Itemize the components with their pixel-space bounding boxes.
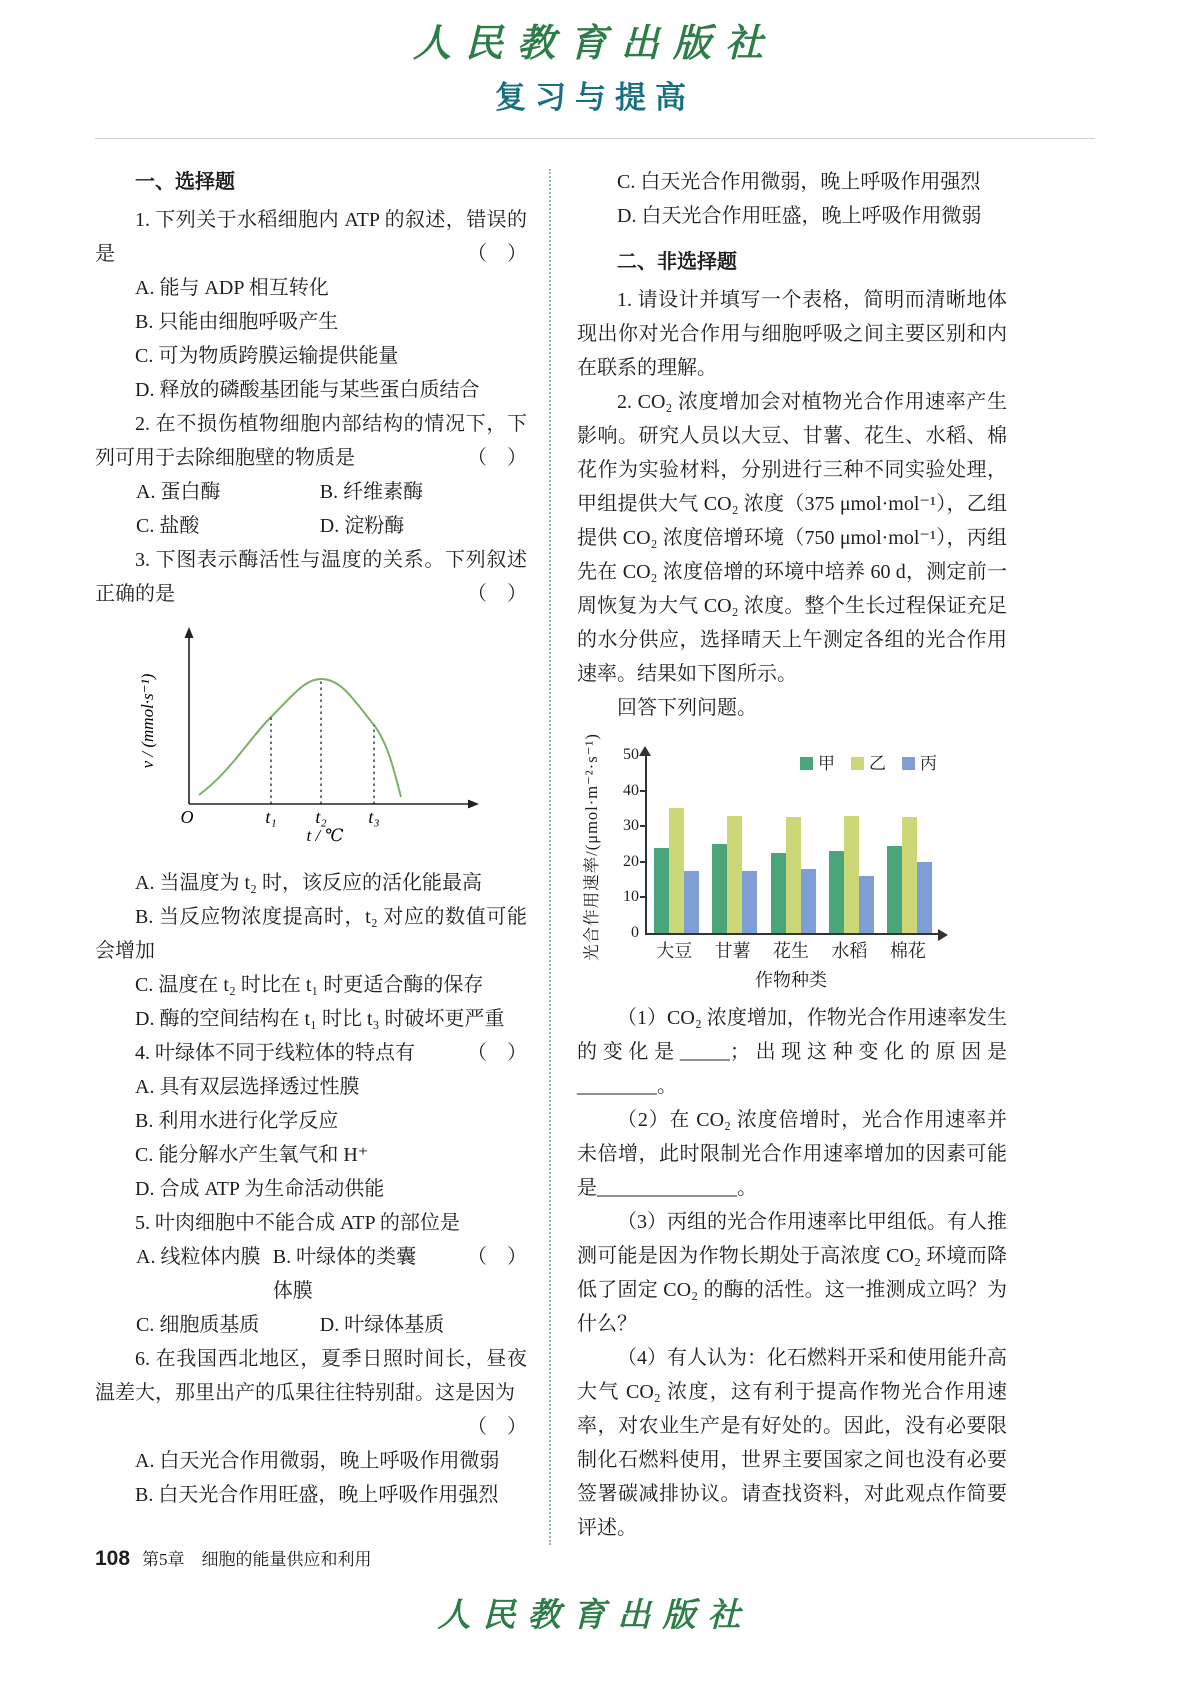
bar-group-花生 xyxy=(764,755,822,933)
x-axis-arrow xyxy=(468,800,479,809)
written-q2-sub1: （1）CO₂ 浓度增加，作物光合作用速率发生的变化是_____；出现这种变化的原因是________。 xyxy=(577,1007,1007,1097)
bar-chart-body xyxy=(607,739,939,993)
q4-option-b: B. 利用水进行化学反应 xyxy=(135,1110,339,1132)
bar-y-tick-label: 20 xyxy=(623,852,639,870)
question-text: 3. 下图表示酶活性与温度的关系。下列叙述正确的是 xyxy=(95,549,527,605)
bar-group-棉花 xyxy=(881,755,939,933)
q6-option-d: D. 白天光合作用旺盛，晚上呼吸作用微弱 xyxy=(617,205,982,227)
bar-y-tick-mark xyxy=(640,790,647,792)
bar-y-tick-label: 0 xyxy=(631,924,639,941)
bar-甲-水稻 xyxy=(829,851,844,933)
q1-option-a: A. 能与 ADP 相互转化 xyxy=(135,277,329,299)
bar-丙-甘薯 xyxy=(742,871,757,933)
bar-category-label: 花生 xyxy=(773,941,810,961)
bar-y-tick-label: 50 xyxy=(623,746,639,763)
q5-option-d: D. 叶绿体基质 xyxy=(319,1314,445,1336)
q5-option-c: C. 细胞质基质 xyxy=(136,1314,260,1336)
enzyme-curve xyxy=(199,679,401,797)
written-q2-sub3: （3）丙组的光合作用速率比甲组低。有人推测可能是因为作物长期处于高浓度 CO₂ 环境而降低了固定 CO₂ 的酶的活性。这一推测成立吗？为什么？ xyxy=(577,1211,1007,1335)
bar-y-axis-label: 光合作用速率/(μmol·m⁻²·s⁻¹) xyxy=(582,733,601,961)
legend-label: 甲 xyxy=(818,754,835,773)
written-q2-sub4: （4）有人认为：化石燃料开采和使用能升高大气 CO₂ 浓度，这有利于提高作物光合作用速率，对农业生产是有好处的。因此，没有必要限制化石燃料使用，世界主要国家之间也没有必要签署碳减排协议。请查找资料，对此观点作简要评述。 xyxy=(577,1347,1007,1539)
section-heading-written: 二、非选择题 xyxy=(617,251,737,273)
question-text: 1. 下列关于水稻细胞内 ATP 的叙述，错误的是 xyxy=(95,209,527,265)
two-column-layout xyxy=(95,165,1095,1545)
written-q1: 1. 请设计并填写一个表格，简明而清晰地体现出你对光合作用与细胞呼吸之间主要区别和内在联系的理解。 xyxy=(577,289,1007,379)
legend-swatch-icon xyxy=(851,757,864,770)
x-tick-t2: t₂ xyxy=(315,807,327,827)
q3-option-d: D. 酶的空间结构在 t₁ 时比 t₃ 时破坏更严重 xyxy=(135,1008,505,1030)
q2-option-row xyxy=(95,475,527,509)
question-text: 2. 在不损伤植物细胞内部结构的情况下，下列可用于去除细胞壁的物质是 xyxy=(95,413,527,469)
q2-option-d: D. 淀粉酶 xyxy=(319,515,405,537)
bar-甲-棉花 xyxy=(887,846,902,933)
bar-y-tick-label: 40 xyxy=(623,781,639,799)
bar-丙-花生 xyxy=(801,869,816,933)
q4-option-d: D. 合成 ATP 为生命活动供能 xyxy=(135,1178,385,1200)
footer xyxy=(95,1547,372,1572)
photosynthesis-rate-bar-chart xyxy=(577,733,939,993)
publisher-logo: 人民教育出版社 xyxy=(412,20,777,65)
q1-option-b: B. 只能由细胞呼吸产生 xyxy=(135,311,339,333)
bar-乙-花生 xyxy=(786,817,801,933)
left-column xyxy=(95,165,527,1545)
q5-option-row xyxy=(95,1240,427,1308)
q5-option-b: B. 叶绿体的类囊体膜 xyxy=(272,1246,417,1302)
bar-乙-大豆 xyxy=(669,808,684,933)
q6-option-c: C. 白天光合作用微弱，晚上呼吸作用强烈 xyxy=(617,171,981,193)
question-text: 4. 叶绿体不同于线粒体的特点有 xyxy=(135,1042,415,1064)
bar-丙-水稻 xyxy=(859,876,874,933)
bar-乙-棉花 xyxy=(902,817,917,933)
page-number: 108 xyxy=(95,1547,131,1570)
q1-option-c: C. 可为物质跨膜运输提供能量 xyxy=(135,345,399,367)
q3-option-c: C. 温度在 t₂ 时比在 t₁ 时更适合酶的保存 xyxy=(135,974,484,996)
bar-甲-花生 xyxy=(771,853,786,933)
written-q2-sub2: （2）在 CO₂ 浓度倍增时，光合作用速率并未倍增，此时限制光合作用速率增加的因素可能是______________。 xyxy=(577,1109,1007,1199)
q5-option-row xyxy=(95,1308,527,1342)
page-title: 复习与提高 xyxy=(495,80,695,115)
q4-stem xyxy=(95,1036,527,1070)
q6-option-b: B. 白天光合作用旺盛，晚上呼吸作用强烈 xyxy=(135,1484,499,1506)
answer-bracket: （ ） xyxy=(467,583,527,605)
right-column xyxy=(577,165,1007,1545)
q1-stem xyxy=(95,203,527,271)
legend-item-甲 xyxy=(800,755,835,772)
chapter-title: 第5章 细胞的能量供应和利用 xyxy=(142,1550,372,1569)
bar-category-label: 甘薯 xyxy=(714,941,751,961)
written-q2-prompt: 回答下列问题。 xyxy=(617,697,757,719)
bar-丙-棉花 xyxy=(917,862,932,933)
q2-stem xyxy=(95,407,527,475)
footer-publisher-logo: 人民教育出版社 xyxy=(437,1595,753,1634)
legend-swatch-icon xyxy=(800,757,813,770)
q4-option-c: C. 能分解水产生氧气和 H⁺ xyxy=(135,1144,369,1166)
bar-group-水稻 xyxy=(822,755,880,933)
answer-bracket: （ ） xyxy=(467,243,527,265)
bar-group-甘薯 xyxy=(705,755,763,933)
bar-甲-甘薯 xyxy=(712,844,727,933)
q3-option-a: A. 当温度为 t₂ 时，该反应的活化能最高 xyxy=(135,872,482,894)
bar-group-大豆 xyxy=(647,755,705,933)
enzyme-temperature-line-chart xyxy=(129,619,527,856)
q6-stem: 6. 在我国西北地区，夏季日照时间长，昼夜温差大，那里出产的瓜果往往特别甜。这是因为 xyxy=(95,1348,527,1404)
bar-x-axis-label: 作物种类 xyxy=(755,970,827,990)
bar-乙-甘薯 xyxy=(727,816,742,933)
bar-y-tick-mark xyxy=(640,861,647,863)
line-chart-svg xyxy=(129,619,489,845)
written-q2-intro: 2. CO₂ 浓度增加会对植物光合作用速率产生影响。研究人员以大豆、甘薯、花生、水稻、棉花作为实验材料，分别进行三种不同实验处理，甲组提供大气 CO₂ 浓度（375 μmol·mol⁻¹），乙组提供 CO₂ 浓度倍增环境（750 μmol·mol⁻¹），丙组先在 CO₂ 浓度倍增的环境中培养 60 d，测定前一周恢复为大气 CO₂ 浓度。整个生长过程保证充足的水分供应，选择晴天上午测定各组的光合作用速率。结果如下图所示。 xyxy=(577,391,1007,685)
q2-option-b: B. 纤维素酶 xyxy=(319,481,424,503)
legend-item-乙 xyxy=(851,755,886,772)
answer-bracket: （ ） xyxy=(467,1416,527,1438)
y-axis-label: v / (mmol·s⁻¹) xyxy=(138,673,157,769)
answer-bracket: （ ） xyxy=(467,1042,527,1064)
bar-y-tick-mark xyxy=(640,825,647,827)
origin-label: O xyxy=(180,807,194,827)
answer-bracket: （ ） xyxy=(467,1246,527,1268)
answer-bracket: （ ） xyxy=(467,447,527,469)
q2-option-row xyxy=(95,509,527,543)
legend-label: 丙 xyxy=(920,754,937,773)
legend-label: 乙 xyxy=(869,754,886,773)
header-divider xyxy=(95,138,1095,139)
bar-category-row xyxy=(645,935,937,967)
question-text: 5. 叶肉细胞中不能合成 ATP 的部位是 xyxy=(135,1212,460,1234)
x-tick-t3: t₃ xyxy=(368,807,380,827)
q3-stem xyxy=(95,543,527,611)
bar-y-axis-label-wrap xyxy=(577,733,607,993)
bar-category-label: 棉花 xyxy=(889,941,926,961)
bar-乙-水稻 xyxy=(844,816,859,933)
bar-y-tick-mark xyxy=(640,896,647,898)
q4-option-a: A. 具有双层选择透过性膜 xyxy=(135,1076,360,1098)
bar-y-tick-mark xyxy=(640,754,647,756)
column-divider xyxy=(549,169,551,1545)
bar-category-label: 大豆 xyxy=(656,941,693,961)
section-heading-choice: 一、选择题 xyxy=(135,171,235,193)
bar-groups xyxy=(647,755,939,933)
q1-option-d: D. 释放的磷酸基团能与某些蛋白质结合 xyxy=(135,379,480,401)
bar-plot-area xyxy=(623,746,939,941)
q2-option-c: C. 盐酸 xyxy=(136,515,200,537)
q6-option-a: A. 白天光合作用微弱，晚上呼吸作用微弱 xyxy=(135,1450,500,1472)
legend-item-丙 xyxy=(902,755,937,772)
q5-option-a: A. 线粒体内膜 xyxy=(136,1246,261,1268)
q2-option-a: A. 蛋白酶 xyxy=(136,481,221,503)
x-axis-label: t / ℃ xyxy=(306,826,344,845)
bar-y-tick-label: 30 xyxy=(623,817,639,835)
x-tick-t1: t₁ xyxy=(265,807,277,827)
bar-丙-大豆 xyxy=(684,871,699,933)
bar-legend xyxy=(800,755,937,772)
q3-option-b: B. 当反应物浓度提高时，t₂ 对应的数值可能会增加 xyxy=(95,906,527,962)
bar-y-tick-label: 10 xyxy=(623,888,639,906)
bar-甲-大豆 xyxy=(654,848,669,933)
y-axis-arrow xyxy=(185,627,194,638)
legend-swatch-icon xyxy=(902,757,915,770)
bar-category-label: 水稻 xyxy=(831,941,868,961)
